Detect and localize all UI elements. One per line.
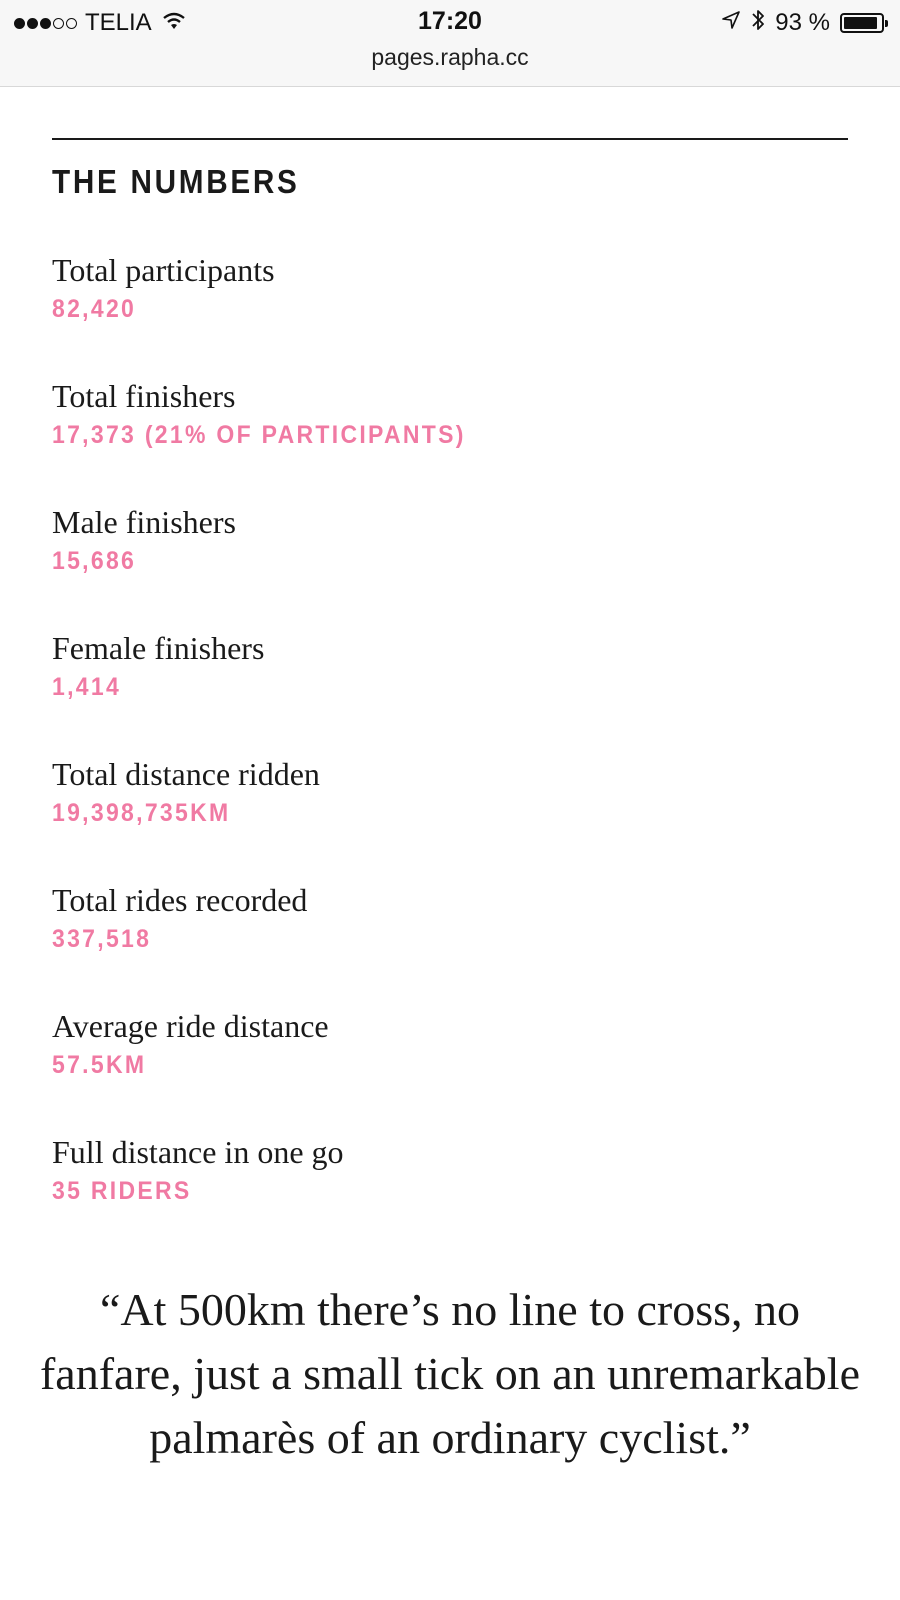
stat-label: Average ride distance: [52, 1008, 329, 1044]
status-time: 17:20: [418, 7, 482, 35]
battery-icon: [840, 13, 884, 33]
stat-value: 15,686: [52, 547, 137, 575]
stat-item: [52, 502, 848, 628]
stat-label: Male finishers: [52, 504, 236, 540]
section-title: THE NUMBERS: [52, 163, 300, 200]
stat-value: 19,398,735KM: [52, 799, 231, 827]
stats-list: [52, 250, 848, 1258]
pull-quote: “At 500km there’s no line to cross, no fanfare, just a small tick on an unremarkable palmarès of an ordinary cyclist.”: [39, 1284, 860, 1463]
stat-item: [52, 1132, 848, 1258]
stat-item: [52, 880, 848, 1006]
stat-item: [52, 376, 848, 502]
stat-label: Female finishers: [52, 630, 265, 666]
stat-value: 337,518: [52, 925, 152, 953]
carrier-name: TELIA: [85, 9, 152, 36]
stat-item: [52, 1006, 848, 1132]
stat-value: 1,414: [52, 673, 122, 701]
section-divider: [52, 138, 848, 140]
location-arrow-icon: [721, 9, 741, 37]
stat-label: Total distance ridden: [52, 756, 320, 792]
stat-value: 17,373 (21% OF PARTICIPANTS): [52, 421, 466, 449]
stat-label: Full distance in one go: [52, 1134, 344, 1170]
bluetooth-icon: [751, 8, 765, 39]
address-bar-url[interactable]: pages.rapha.cc: [371, 44, 529, 70]
status-right: [721, 8, 884, 38]
battery-percentage: 93 %: [775, 9, 830, 36]
stat-label: Total finishers: [52, 378, 236, 414]
stat-value: 57.5KM: [52, 1051, 147, 1079]
stat-item: [52, 250, 848, 376]
stat-label: Total participants: [52, 252, 275, 288]
stat-item: [52, 754, 848, 880]
browser-top-bar: [0, 0, 900, 87]
stat-value: 35 RIDERS: [52, 1177, 192, 1205]
stat-value: 82,420: [52, 295, 137, 323]
stats-section: [52, 138, 848, 1258]
stat-item: [52, 628, 848, 754]
stat-label: Total rides recorded: [52, 882, 308, 918]
battery-level-fill: [844, 17, 877, 29]
